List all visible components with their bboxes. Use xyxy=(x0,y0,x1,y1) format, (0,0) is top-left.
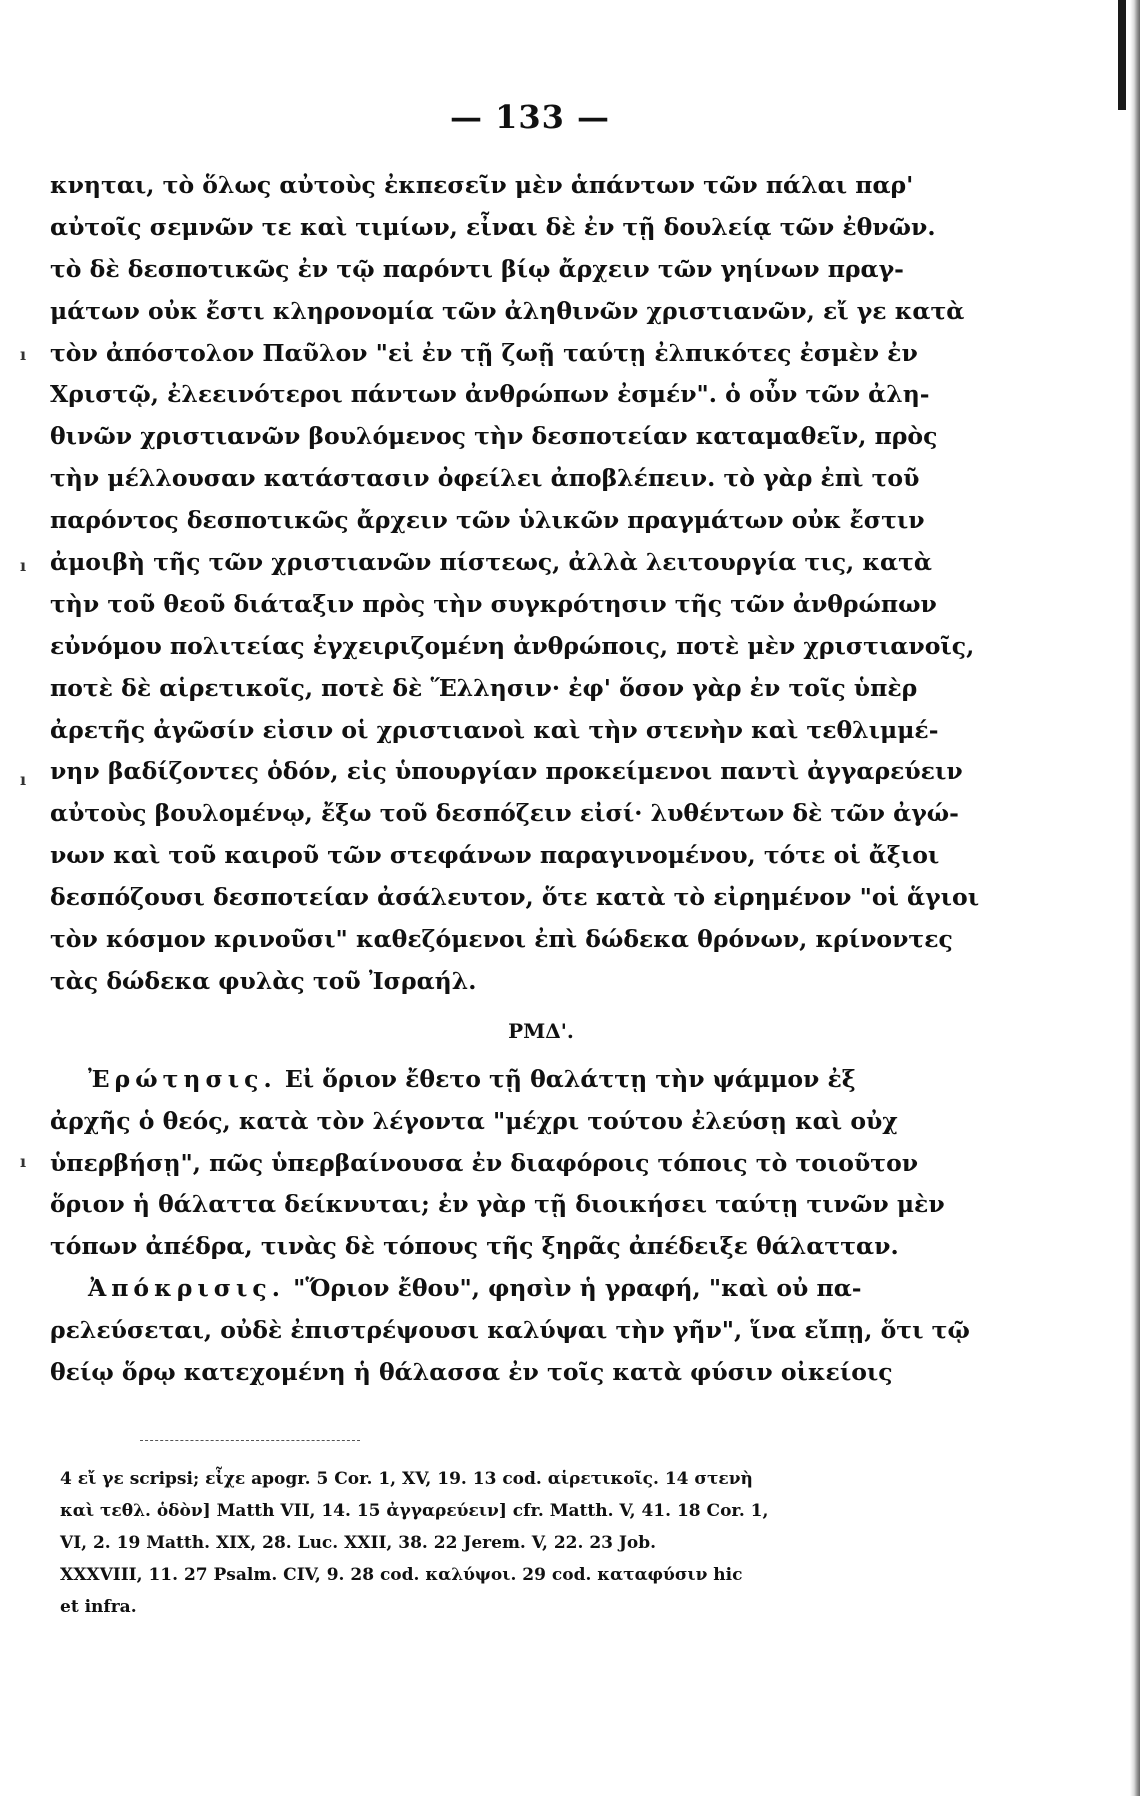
text-line: τὸν ἀπόστολον Παῦλον "εἰ ἐν τῇ ζωῇ ταύτῃ ἐλπικότες ἐσμὲν ἐν xyxy=(50,338,918,367)
footnote-line: XXXVIII, 11. 27 Psalm. CIV, 9. 28 cod. καλύψοι. 29 cod. καταφύσιν hic xyxy=(60,1565,743,1585)
text-line: τὰς δώδεκα φυλὰς τοῦ Ἰσραήλ. xyxy=(50,966,477,995)
text-line: ὑπερβήσῃ", πῶς ὑπερβαίνουσα ἐν διαφόροις τόποις τὸ τοιοῦτον xyxy=(50,1148,919,1177)
scan-edge xyxy=(1130,0,1140,1796)
footnote-line: VI, 2. 19 Matth. XIX, 28. Luc. XXII, 38. 22 Jerem. V, 22. 23 Job. xyxy=(60,1533,657,1553)
question-label: Ἐρώτησις. xyxy=(88,1064,277,1093)
answer-text: "Ὅριον ἔθου", φησὶν ἡ γραφή, "καὶ οὐ πα- xyxy=(293,1274,862,1303)
page-number: — 133 — xyxy=(449,98,611,136)
text-line: αὐτοῖς σεμνῶν τε καὶ τιμίων, εἶναι δὲ ἐν τῇ δουλείᾳ τῶν ἐθνῶν. xyxy=(50,212,936,241)
text-line: ποτὲ δὲ αἱρετικοῖς, ποτὲ δὲ Ἕλλησιν· ἐφ' ὅσον γὰρ ἐν τοῖς ὑπὲρ xyxy=(50,673,918,702)
footnote-line: et infra. xyxy=(60,1597,137,1617)
text-line: ἀρετῆς ἀγῶσίν εἰσιν οἱ χριστιανοὶ καὶ τὴν στενὴν καὶ τεθλιμμέ- xyxy=(50,715,939,744)
text-line: θινῶν χριστιανῶν βουλόμενος τὴν δεσποτείαν καταμαθεῖν, πρὸς xyxy=(50,422,938,451)
text-line: ρελεύσεται, οὐδὲ ἐπιστρέψουσι καλύψαι τὴν γῆν", ἵνα εἴπῃ, ὅτι τῷ xyxy=(50,1316,970,1345)
text-line: θείῳ ὅρῳ κατεχομένη ἡ θάλασσα ἐν τοῖς κατὰ φύσιν οἰκείοις xyxy=(50,1358,893,1387)
text-line: τόπων ἀπέδρα, τινὰς δὲ τόπους τῆς ξηρᾶς ἀπέδειξε θάλατταν. xyxy=(50,1232,899,1261)
main-text xyxy=(50,165,1012,1394)
answer-label: Ἀπόκρισις. xyxy=(88,1274,285,1303)
text-line: εὐνόμου πολιτείας ἐγχειριζομένη ἀνθρώποις, ποτὲ μὲν χριστιανοῖς, xyxy=(50,631,975,660)
text-line: ἀμοιβὴ τῆς τῶν χριστιανῶν πίστεως, ἀλλὰ λειτουργία τις, κατὰ xyxy=(50,548,932,577)
text-line: τὸν κόσμον κρινοῦσι" καθεζόμενοι ἐπὶ δώδεκα θρόνων, κρίνοντες xyxy=(50,925,953,954)
footnotes xyxy=(60,1463,1010,1623)
text-line: νων καὶ τοῦ καιροῦ τῶν στεφάνων παραγινομένου, τότε οἱ ἄξιοι xyxy=(50,841,940,870)
margin-tick: ı xyxy=(20,770,27,789)
text-line: κνηται, τὸ ὅλως αὐτοὺς ἐκπεσεῖν μὲν ἁπάντων τῶν πάλαι παρ' xyxy=(50,171,914,199)
text-line: τὴν μέλλουσαν κατάστασιν ὀφείλει ἀποβλέπειν. τὸ γὰρ ἐπὶ τοῦ xyxy=(50,464,920,493)
text-line: ὅριον ἡ θάλαττα δείκνυται; ἐν γὰρ τῇ διοικήσει ταύτῃ τινῶν μὲν xyxy=(50,1190,945,1219)
text-line: αὐτοὺς βουλομένῳ, ἔξω τοῦ δεσπόζειν εἰσί· λυθέντων δὲ τῶν ἀγώ- xyxy=(50,799,959,828)
text-line: παρόντος δεσποτικῶς ἄρχειν τῶν ὑλικῶν πραγμάτων οὐκ ἔστιν xyxy=(50,506,925,535)
text-line: τὸ δὲ δεσποτικῶς ἐν τῷ παρόντι βίῳ ἄρχειν τῶν γηίνων πραγ- xyxy=(50,254,904,283)
question-first-line xyxy=(50,1059,1012,1101)
footnote-divider xyxy=(140,1440,360,1441)
footnote-line: καὶ τεθλ. ὁδὸν] Matth VII, 14. 15 ἀγγαρεύειν] cfr. Matth. V, 41. 18 Cor. 1, xyxy=(60,1501,769,1521)
footnote-line: 4 εἴ γε scripsi; εἶχε apogr. 5 Cor. 1, XV, 19. 13 cod. αἱρετικοῖς. 14 στενὴ xyxy=(60,1469,753,1489)
question-text: Εἰ ὅριον ἔθετο τῇ θαλάττῃ τὴν ψάμμον ἐξ xyxy=(284,1064,856,1093)
text-line: ἀρχῆς ὁ θεός, κατὰ τὸν λέγοντα "μέχρι τούτου ἐλεύσῃ καὶ οὐχ xyxy=(50,1106,898,1135)
text-line: τὴν τοῦ θεοῦ διάταξιν πρὸς τὴν συγκρότησιν τῆς τῶν ἀνθρώπων xyxy=(50,589,937,618)
text-line: νην βαδίζοντες ὁδόν, εἰς ὑπουργίαν προκείμενοι παντὶ ἀγγαρεύειν xyxy=(50,757,963,786)
section-heading: ΡΜΔ'. xyxy=(508,1018,574,1043)
margin-tick: ı xyxy=(20,556,27,575)
text-line: μάτων οὐκ ἔστι κληρονομία τῶν ἀληθινῶν χριστιανῶν, εἴ γε κατὰ xyxy=(50,296,965,325)
text-line: Χριστῷ, ἐλεεινότεροι πάντων ἀνθρώπων ἐσμέν". ὁ οὖν τῶν ἀλη- xyxy=(50,380,930,409)
text-line: δεσπόζουσι δεσποτείαν ἀσάλευτον, ὅτε κατὰ τὸ εἰρημένον "οἱ ἅγιοι xyxy=(50,883,980,912)
margin-tick: ı xyxy=(20,345,27,364)
scan-edge-mark xyxy=(1118,0,1126,110)
margin-tick: ı xyxy=(20,1152,27,1171)
answer-first-line xyxy=(50,1268,1012,1310)
